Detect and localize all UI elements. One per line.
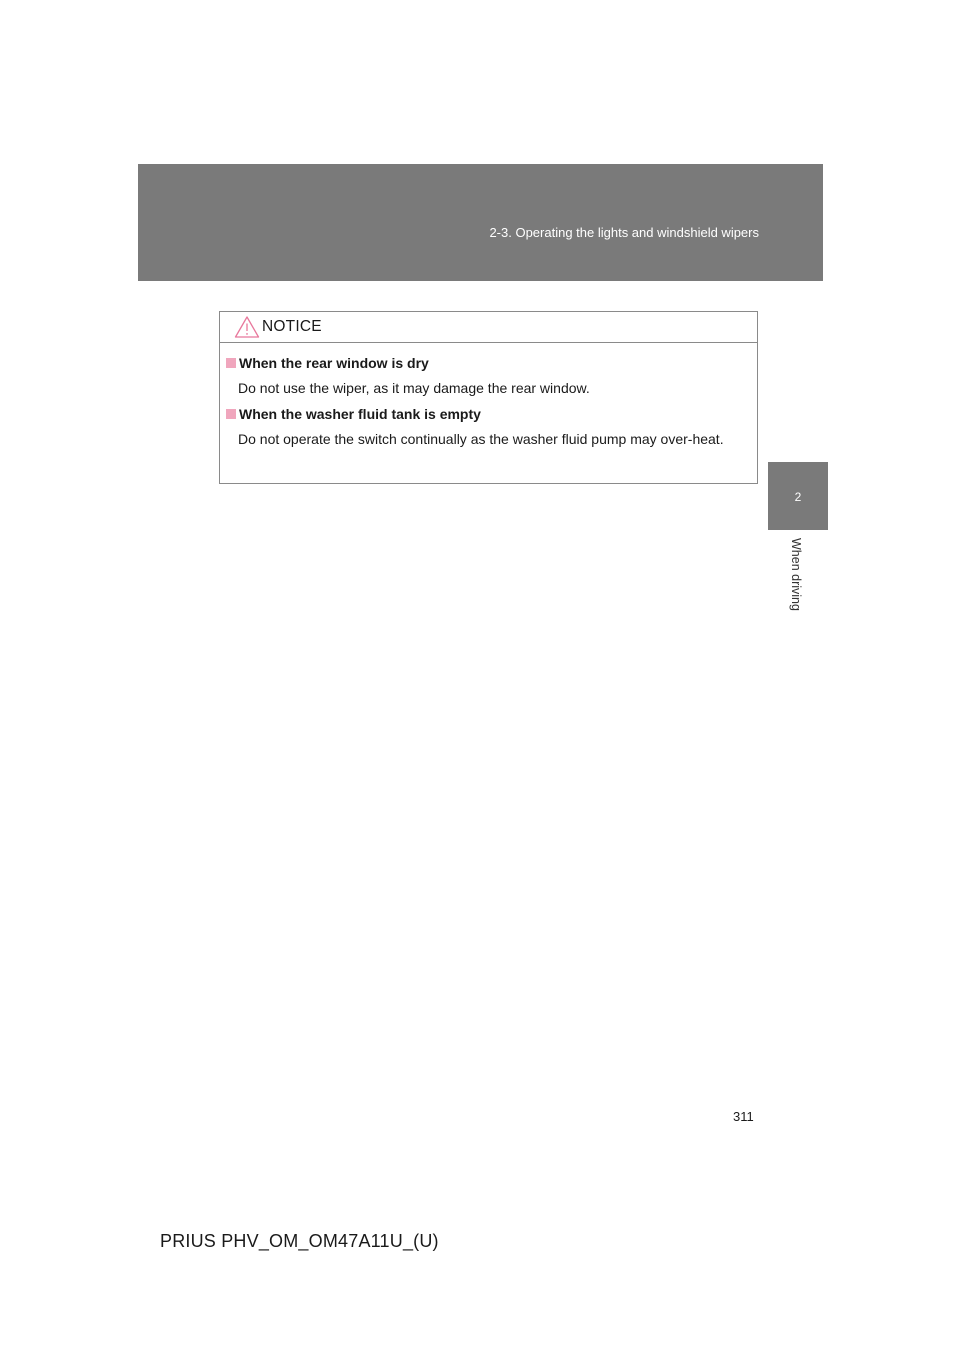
notice-box [219, 311, 758, 484]
notice-item-text: Do not use the wiper, as it may damage the rear window. [238, 380, 590, 396]
notice-title: NOTICE [262, 318, 322, 335]
chapter-label: When driving [789, 538, 803, 611]
notice-item-heading [226, 404, 751, 424]
chapter-tab [768, 462, 828, 530]
chapter-number: 2 [794, 490, 802, 504]
notice-item-heading-text: When the washer fluid tank is empty [239, 406, 481, 422]
bullet-square-icon [226, 409, 236, 419]
header-band [138, 164, 823, 281]
document-code: PRIUS PHV_OM_OM47A11U_(U) [160, 1231, 439, 1251]
bullet-square-icon [226, 358, 236, 368]
page-number: 311 [733, 1109, 754, 1124]
notice-body [220, 343, 757, 450]
warning-triangle-icon [234, 315, 260, 339]
notice-header [220, 312, 757, 343]
notice-item-heading [226, 353, 751, 373]
section-title: 2-3. Operating the lights and windshield wipers [489, 225, 759, 240]
notice-item-text: Do not operate the switch continually as the washer fluid pump may over-heat. [238, 431, 724, 447]
notice-item-heading-text: When the rear window is dry [239, 355, 429, 371]
